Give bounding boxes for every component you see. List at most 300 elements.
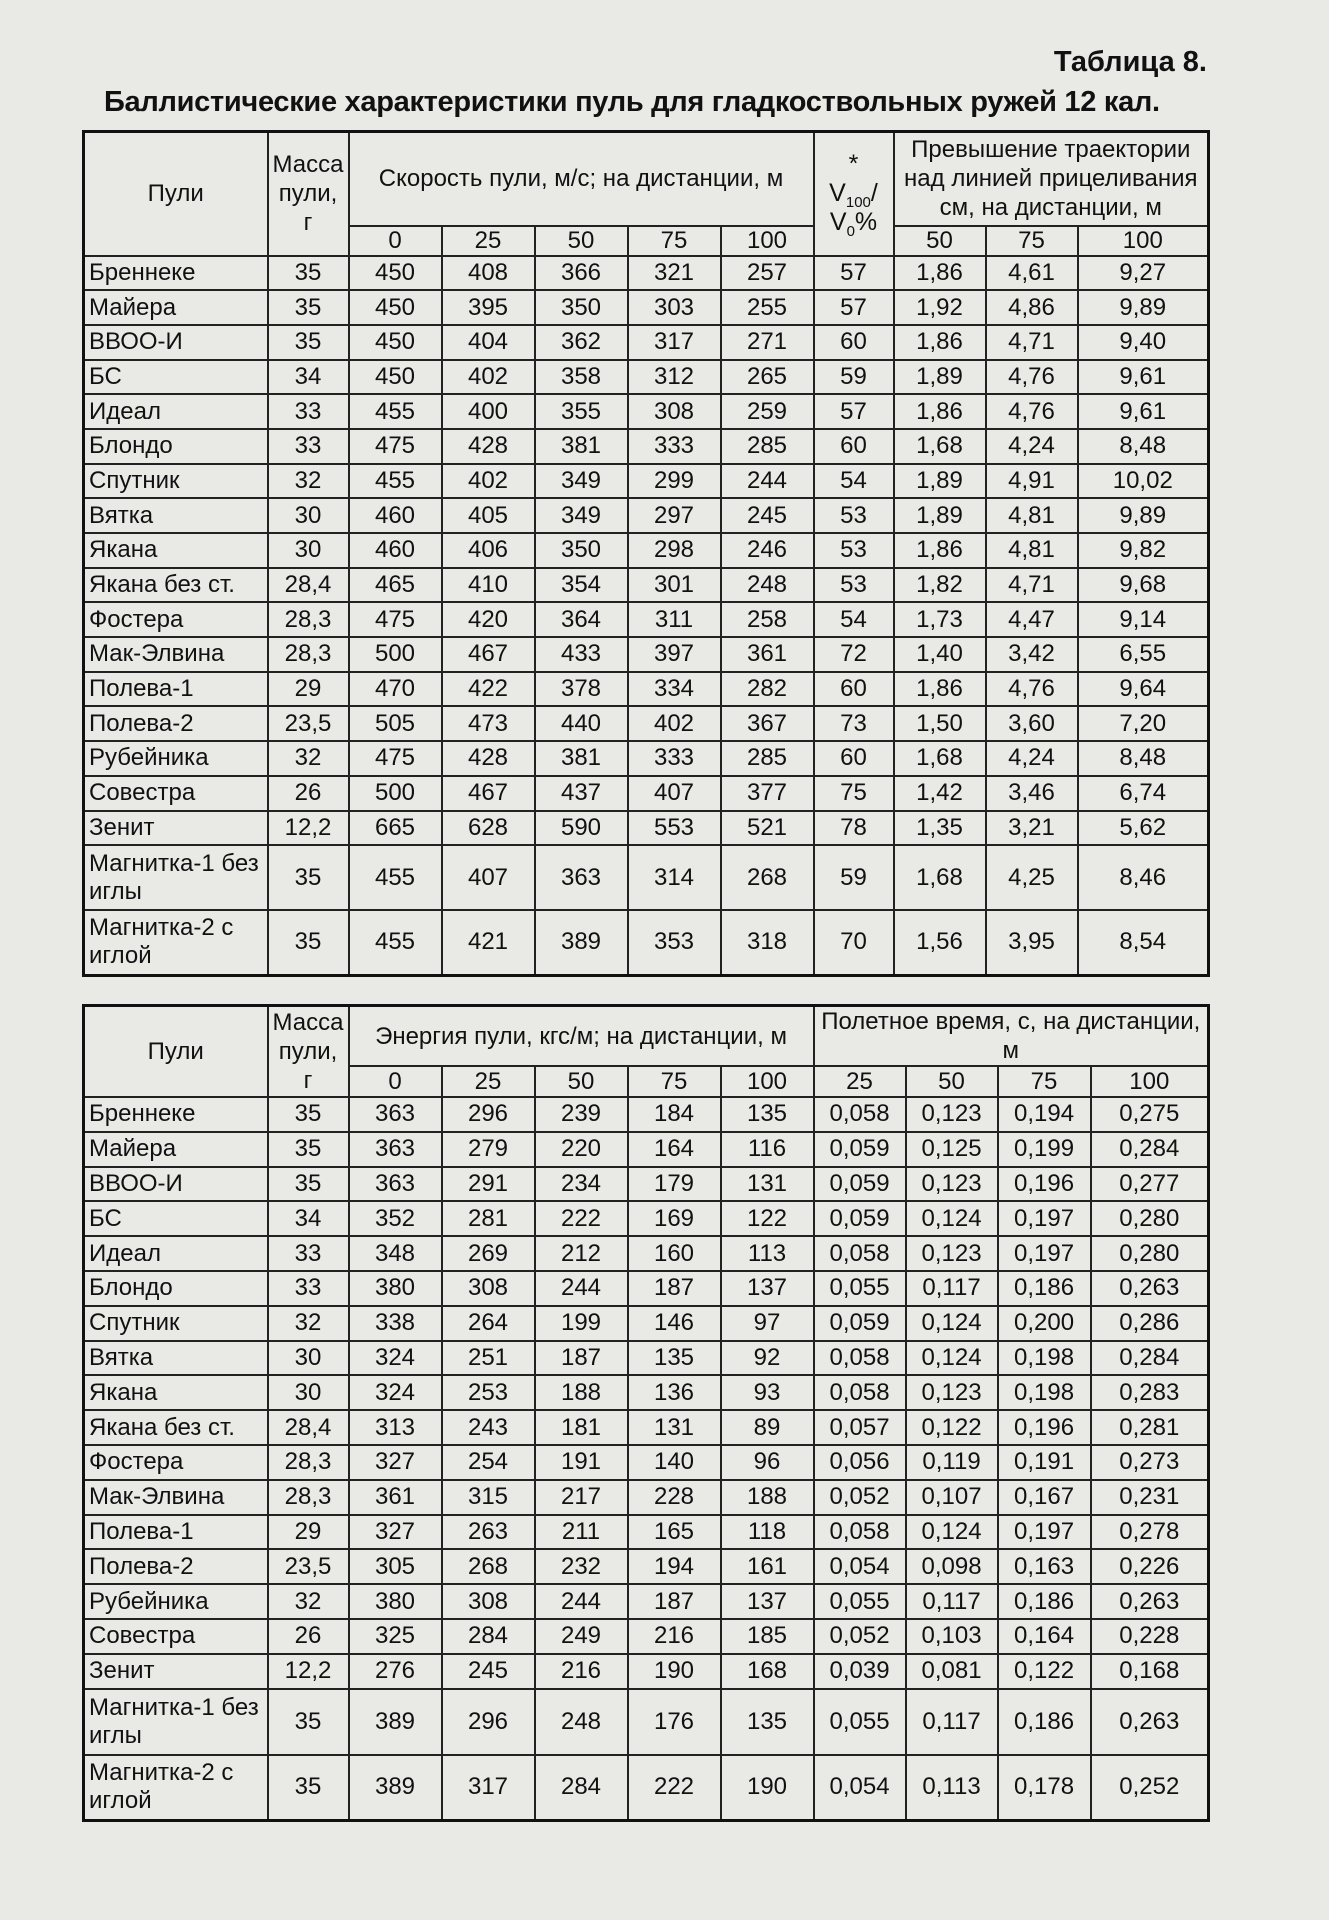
- table-cell: 358: [535, 360, 628, 395]
- table-cell: 32: [268, 741, 349, 776]
- table-cell: 298: [628, 533, 721, 568]
- table-cell: 1,56: [894, 910, 986, 975]
- table-cell: 9,89: [1078, 498, 1209, 533]
- bullet-name: Идеал: [84, 1236, 268, 1271]
- table-cell: 450: [349, 256, 442, 291]
- table-cell: 317: [628, 325, 721, 360]
- table-cell: 0,283: [1091, 1375, 1209, 1410]
- table-cell: 366: [535, 256, 628, 291]
- table-cell: 116: [721, 1132, 814, 1167]
- table-cell: 284: [442, 1619, 535, 1654]
- bullet-name: Майера: [84, 1132, 268, 1167]
- table-cell: 299: [628, 464, 721, 499]
- table-cell: 0,039: [814, 1654, 906, 1689]
- table-cell: 0,231: [1091, 1480, 1209, 1515]
- table-cell: 248: [535, 1689, 628, 1755]
- table-number-title: Таблица 8.: [1053, 46, 1207, 78]
- table-cell: 338: [349, 1306, 442, 1341]
- header-ratio-pct: %: [854, 208, 878, 237]
- energy-flighttime-table: [82, 1004, 1210, 1822]
- bullet-name: Якана: [84, 1375, 268, 1410]
- table-cell: 122: [721, 1201, 814, 1236]
- header-bullets: Пули: [84, 132, 268, 256]
- bullet-name: Совестра: [84, 776, 268, 811]
- table-cell: 334: [628, 672, 721, 707]
- table-cell: 389: [349, 1755, 442, 1821]
- trajectory-distance-header: 50: [894, 226, 986, 256]
- header-speed: Скорость пули, м/с; на дистанции, м: [349, 132, 814, 226]
- table-cell: 4,76: [986, 394, 1078, 429]
- table-cell: 665: [349, 811, 442, 846]
- table-cell: 353: [628, 910, 721, 975]
- bullet-name: Якана: [84, 533, 268, 568]
- table-cell: 0,103: [906, 1619, 998, 1654]
- table-cell: 28,3: [268, 637, 349, 672]
- table-cell: 243: [442, 1410, 535, 1445]
- table-cell: 228: [628, 1480, 721, 1515]
- table-caption: Баллистические характеристики пуль для гладкоствольных ружей 12 кал.: [104, 86, 1160, 118]
- table-cell: 364: [535, 602, 628, 637]
- table-cell: 59: [814, 360, 894, 395]
- table-cell: 553: [628, 811, 721, 846]
- table-cell: 297: [628, 498, 721, 533]
- table-cell: 4,76: [986, 360, 1078, 395]
- table-cell: 333: [628, 429, 721, 464]
- table-cell: 350: [535, 533, 628, 568]
- table-cell: 239: [535, 1097, 628, 1132]
- table-cell: 9,40: [1078, 325, 1209, 360]
- table-cell: 505: [349, 706, 442, 741]
- table-cell: 0,200: [998, 1306, 1091, 1341]
- bullet-name: Бреннеке: [84, 1097, 268, 1132]
- table-cell: 257: [721, 256, 814, 291]
- table-cell: 0,107: [906, 1480, 998, 1515]
- table-cell: 4,71: [986, 568, 1078, 603]
- table-cell: 165: [628, 1515, 721, 1550]
- table-cell: 216: [628, 1619, 721, 1654]
- table-cell: 450: [349, 325, 442, 360]
- table-cell: 381: [535, 741, 628, 776]
- bullet-name: Зенит: [84, 811, 268, 846]
- table-cell: 30: [268, 1341, 349, 1376]
- table-row: [84, 1306, 1209, 1341]
- table-cell: 12,2: [268, 811, 349, 846]
- table-cell: 35: [268, 1689, 349, 1755]
- table-cell: 35: [268, 256, 349, 291]
- table-cell: 362: [535, 325, 628, 360]
- table-cell: 263: [442, 1515, 535, 1550]
- table-row: [84, 464, 1209, 499]
- table-cell: 217: [535, 1480, 628, 1515]
- table-cell: 402: [628, 706, 721, 741]
- table-row: [84, 845, 1209, 910]
- table-cell: 3,21: [986, 811, 1078, 846]
- table-cell: 0,263: [1091, 1689, 1209, 1755]
- table-cell: 0,197: [998, 1515, 1091, 1550]
- table-cell: 0,059: [814, 1132, 906, 1167]
- table-cell: 327: [349, 1515, 442, 1550]
- table-cell: 259: [721, 394, 814, 429]
- table-cell: 0,052: [814, 1480, 906, 1515]
- bullet-name: Полева-2: [84, 706, 268, 741]
- table-cell: 402: [442, 464, 535, 499]
- table-cell: 389: [349, 1689, 442, 1755]
- table-cell: 0,117: [906, 1271, 998, 1306]
- table-cell: 305: [349, 1549, 442, 1584]
- bullet-name: Совестра: [84, 1619, 268, 1654]
- table-cell: 282: [721, 672, 814, 707]
- table-row: [84, 498, 1209, 533]
- table-cell: 363: [535, 845, 628, 910]
- table-cell: 0,178: [998, 1755, 1091, 1821]
- table-cell: 253: [442, 1375, 535, 1410]
- table-cell: 0,199: [998, 1132, 1091, 1167]
- table-cell: 53: [814, 568, 894, 603]
- table-cell: 0,059: [814, 1306, 906, 1341]
- table-row: [84, 672, 1209, 707]
- table-cell: 407: [628, 776, 721, 811]
- table-cell: 9,61: [1078, 360, 1209, 395]
- table-cell: 0,117: [906, 1689, 998, 1755]
- table-cell: 350: [535, 290, 628, 325]
- table-row: [84, 533, 1209, 568]
- table-cell: 0,124: [906, 1201, 998, 1236]
- table-cell: 271: [721, 325, 814, 360]
- table-cell: 28,3: [268, 1445, 349, 1480]
- table-cell: 402: [442, 360, 535, 395]
- table-cell: 0,281: [1091, 1410, 1209, 1445]
- table-row: [84, 706, 1209, 741]
- table-cell: 190: [628, 1654, 721, 1689]
- table-cell: 321: [628, 256, 721, 291]
- table-cell: 28,3: [268, 1480, 349, 1515]
- bullet-name: ВВОО-И: [84, 325, 268, 360]
- table-cell: 140: [628, 1445, 721, 1480]
- table-cell: 220: [535, 1132, 628, 1167]
- table-row: [84, 360, 1209, 395]
- table-cell: 1,89: [894, 464, 986, 499]
- energy-distance-header: 75: [628, 1066, 721, 1097]
- table-cell: 408: [442, 256, 535, 291]
- header-ratio-v100: V: [829, 179, 846, 208]
- table-cell: 421: [442, 910, 535, 975]
- table-cell: 4,81: [986, 533, 1078, 568]
- table-row: [84, 1271, 1209, 1306]
- table-cell: 355: [535, 394, 628, 429]
- bullet-name: Идеал: [84, 394, 268, 429]
- table-cell: 1,86: [894, 394, 986, 429]
- table-cell: 57: [814, 290, 894, 325]
- table-cell: 1,92: [894, 290, 986, 325]
- table-cell: 0,284: [1091, 1132, 1209, 1167]
- table-cell: 4,24: [986, 741, 1078, 776]
- table-cell: 93: [721, 1375, 814, 1410]
- table-row: [84, 1167, 1209, 1202]
- table-cell: 6,55: [1078, 637, 1209, 672]
- table-cell: 23,5: [268, 706, 349, 741]
- table-cell: 7,20: [1078, 706, 1209, 741]
- table-cell: 4,47: [986, 602, 1078, 637]
- table-cell: 1,42: [894, 776, 986, 811]
- table-cell: 96: [721, 1445, 814, 1480]
- table-cell: 0,123: [906, 1375, 998, 1410]
- bullet-name: Вятка: [84, 498, 268, 533]
- table-row: [84, 256, 1209, 291]
- table-cell: 269: [442, 1236, 535, 1271]
- table-cell: 0,058: [814, 1515, 906, 1550]
- table-cell: 89: [721, 1410, 814, 1445]
- bullet-name: Блондо: [84, 429, 268, 464]
- table-cell: 395: [442, 290, 535, 325]
- table-row: [84, 1236, 1209, 1271]
- speed-distance-header: 0: [349, 226, 442, 256]
- table-cell: 400: [442, 394, 535, 429]
- header-ratio-sub100: 100: [845, 194, 871, 212]
- header-speed-ratio: [814, 132, 894, 256]
- trajectory-distance-header: 75: [986, 226, 1078, 256]
- table-cell: 26: [268, 1619, 349, 1654]
- table-cell: 0,054: [814, 1755, 906, 1821]
- table-cell: 32: [268, 1584, 349, 1619]
- table-row: [84, 1515, 1209, 1550]
- table-cell: 33: [268, 1271, 349, 1306]
- table-cell: 160: [628, 1236, 721, 1271]
- table-cell: 188: [721, 1480, 814, 1515]
- table-cell: 9,68: [1078, 568, 1209, 603]
- table-cell: 6,74: [1078, 776, 1209, 811]
- energy-distance-header: 50: [535, 1066, 628, 1097]
- table-cell: 1,86: [894, 672, 986, 707]
- table-cell: 308: [442, 1271, 535, 1306]
- table-cell: 313: [349, 1410, 442, 1445]
- table-cell: 0,113: [906, 1755, 998, 1821]
- table-cell: 333: [628, 741, 721, 776]
- table-cell: 377: [721, 776, 814, 811]
- table-cell: 0,284: [1091, 1341, 1209, 1376]
- table-cell: 404: [442, 325, 535, 360]
- table-cell: 1,40: [894, 637, 986, 672]
- velocity-trajectory-table: [82, 130, 1210, 977]
- table-cell: 137: [721, 1584, 814, 1619]
- table-cell: 433: [535, 637, 628, 672]
- table-cell: 0,055: [814, 1271, 906, 1306]
- table-cell: 54: [814, 602, 894, 637]
- table-row: [84, 1619, 1209, 1654]
- table-cell: 9,64: [1078, 672, 1209, 707]
- table-cell: 131: [628, 1410, 721, 1445]
- table-cell: 211: [535, 1515, 628, 1550]
- table-cell: 9,89: [1078, 290, 1209, 325]
- trajectory-distance-header: 100: [1078, 226, 1209, 256]
- table-cell: 361: [721, 637, 814, 672]
- table-cell: 35: [268, 325, 349, 360]
- table-cell: 199: [535, 1306, 628, 1341]
- table-cell: 35: [268, 910, 349, 975]
- table-cell: 628: [442, 811, 535, 846]
- table-cell: 4,81: [986, 498, 1078, 533]
- table-row: [84, 1654, 1209, 1689]
- table-row: [84, 325, 1209, 360]
- table-cell: 380: [349, 1584, 442, 1619]
- bullet-name: Рубейника: [84, 741, 268, 776]
- table-cell: 276: [349, 1654, 442, 1689]
- table-row: [84, 394, 1209, 429]
- table-cell: 35: [268, 1167, 349, 1202]
- table-cell: 470: [349, 672, 442, 707]
- table-cell: 9,82: [1078, 533, 1209, 568]
- table-cell: 28,3: [268, 602, 349, 637]
- table-cell: 281: [442, 1201, 535, 1236]
- table-cell: 187: [535, 1341, 628, 1376]
- table-cell: 0,186: [998, 1584, 1091, 1619]
- table-cell: 521: [721, 811, 814, 846]
- table-cell: 0,194: [998, 1097, 1091, 1132]
- table-cell: 0,124: [906, 1341, 998, 1376]
- table-cell: 354: [535, 568, 628, 603]
- bullet-name: Якана без ст.: [84, 568, 268, 603]
- table-cell: 244: [721, 464, 814, 499]
- table-cell: 92: [721, 1341, 814, 1376]
- table-cell: 406: [442, 533, 535, 568]
- table-cell: 0,280: [1091, 1236, 1209, 1271]
- table-cell: 0,164: [998, 1619, 1091, 1654]
- table-cell: 308: [628, 394, 721, 429]
- table-cell: 455: [349, 845, 442, 910]
- table-row: [84, 637, 1209, 672]
- table-cell: 285: [721, 741, 814, 776]
- table-row: [84, 1689, 1209, 1755]
- speed-distance-header: 50: [535, 226, 628, 256]
- table-cell: 428: [442, 429, 535, 464]
- table-cell: 9,61: [1078, 394, 1209, 429]
- table-cell: 57: [814, 256, 894, 291]
- header-ratio-star: *: [848, 150, 859, 179]
- table-cell: 179: [628, 1167, 721, 1202]
- table-cell: 1,86: [894, 256, 986, 291]
- table-cell: 59: [814, 845, 894, 910]
- table-cell: 53: [814, 498, 894, 533]
- table-cell: 420: [442, 602, 535, 637]
- table-cell: 1,89: [894, 360, 986, 395]
- table-cell: 191: [535, 1445, 628, 1480]
- bullet-name: Полева-2: [84, 1549, 268, 1584]
- table-cell: 35: [268, 845, 349, 910]
- table-cell: 32: [268, 464, 349, 499]
- table-cell: 137: [721, 1271, 814, 1306]
- table-cell: 0,197: [998, 1201, 1091, 1236]
- table-cell: 475: [349, 429, 442, 464]
- table-cell: 73: [814, 706, 894, 741]
- table-cell: 312: [628, 360, 721, 395]
- table-cell: 234: [535, 1167, 628, 1202]
- table-cell: 450: [349, 360, 442, 395]
- table-cell: 380: [349, 1271, 442, 1306]
- table-cell: 0,278: [1091, 1515, 1209, 1550]
- speed-distance-header: 25: [442, 226, 535, 256]
- table-cell: 4,25: [986, 845, 1078, 910]
- header-ratio-slash: /: [870, 179, 878, 208]
- table-cell: 0,057: [814, 1410, 906, 1445]
- table-cell: 184: [628, 1097, 721, 1132]
- table-cell: 9,14: [1078, 602, 1209, 637]
- table-cell: 0,196: [998, 1410, 1091, 1445]
- table-cell: 1,82: [894, 568, 986, 603]
- table-cell: 135: [721, 1689, 814, 1755]
- table-cell: 30: [268, 498, 349, 533]
- bullet-name: Спутник: [84, 464, 268, 499]
- table-cell: 0,198: [998, 1341, 1091, 1376]
- table-cell: 327: [349, 1445, 442, 1480]
- table-cell: 303: [628, 290, 721, 325]
- table-cell: 0,124: [906, 1306, 998, 1341]
- table-cell: 131: [721, 1167, 814, 1202]
- table-cell: 0,275: [1091, 1097, 1209, 1132]
- table-row: [84, 1341, 1209, 1376]
- bullet-name: Магнитка-2 с иглой: [84, 1755, 268, 1821]
- table-cell: 0,055: [814, 1584, 906, 1619]
- table-cell: 367: [721, 706, 814, 741]
- bullet-name: Вятка: [84, 1341, 268, 1376]
- table-cell: 222: [628, 1755, 721, 1821]
- table-row: [84, 1549, 1209, 1584]
- table-cell: 0,163: [998, 1549, 1091, 1584]
- table-cell: 34: [268, 1201, 349, 1236]
- table-cell: 0,054: [814, 1549, 906, 1584]
- table-cell: 255: [721, 290, 814, 325]
- table-cell: 8,48: [1078, 741, 1209, 776]
- table-cell: 33: [268, 1236, 349, 1271]
- table-cell: 0,052: [814, 1619, 906, 1654]
- table-cell: 349: [535, 464, 628, 499]
- table-cell: 57: [814, 394, 894, 429]
- table-cell: 181: [535, 1410, 628, 1445]
- table-cell: 460: [349, 533, 442, 568]
- table-cell: 3,95: [986, 910, 1078, 975]
- table-cell: 1,68: [894, 845, 986, 910]
- bullet-name: ВВОО-И: [84, 1167, 268, 1202]
- table-cell: 248: [721, 568, 814, 603]
- header-ratio-sub0: 0: [846, 223, 855, 241]
- header-bullets-2: Пули: [84, 1006, 268, 1098]
- table-cell: 0,058: [814, 1097, 906, 1132]
- table-row: [84, 1584, 1209, 1619]
- header-energy: Энергия пули, кгс/м; на дистанции, м: [349, 1006, 814, 1067]
- table-cell: 254: [442, 1445, 535, 1480]
- table-cell: 0,117: [906, 1584, 998, 1619]
- table-cell: 437: [535, 776, 628, 811]
- bullet-name: Фостера: [84, 602, 268, 637]
- table-cell: 0,125: [906, 1132, 998, 1167]
- table-cell: 4,76: [986, 672, 1078, 707]
- table-cell: 60: [814, 741, 894, 776]
- table-cell: 9,27: [1078, 256, 1209, 291]
- table-cell: 245: [721, 498, 814, 533]
- table-cell: 0,280: [1091, 1201, 1209, 1236]
- energy-distance-header: 100: [721, 1066, 814, 1097]
- table-cell: 0,191: [998, 1445, 1091, 1480]
- bullet-name: Майера: [84, 290, 268, 325]
- table-cell: 188: [535, 1375, 628, 1410]
- table-cell: 1,50: [894, 706, 986, 741]
- table-cell: 0,263: [1091, 1584, 1209, 1619]
- table-cell: 397: [628, 637, 721, 672]
- table-cell: 0,228: [1091, 1619, 1209, 1654]
- bullet-name: Полева-1: [84, 1515, 268, 1550]
- table-cell: 60: [814, 672, 894, 707]
- table-cell: 0,055: [814, 1689, 906, 1755]
- table-cell: 0,058: [814, 1236, 906, 1271]
- table-cell: 4,91: [986, 464, 1078, 499]
